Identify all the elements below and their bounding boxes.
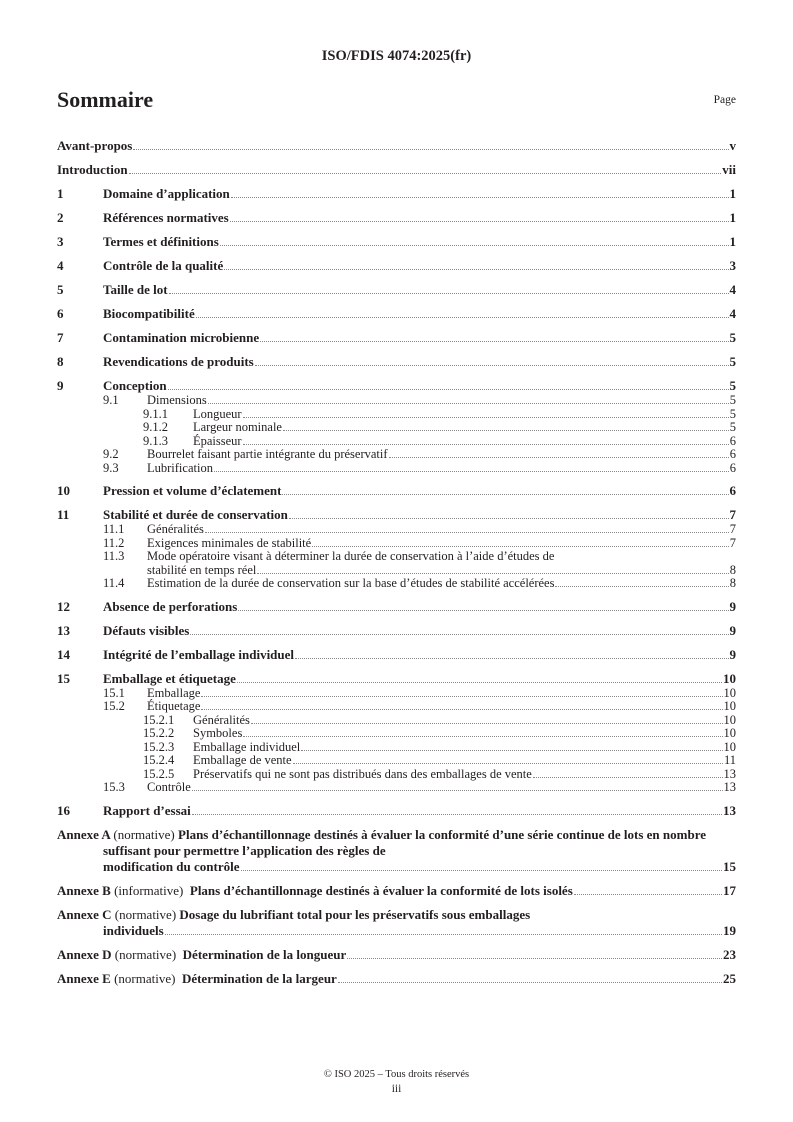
- toc-entry-page: 11: [723, 753, 736, 767]
- toc-entry-annex-a[interactable]: [57, 827, 736, 875]
- toc-entry-number: 11.3: [103, 549, 125, 563]
- page-footer: [0, 1067, 793, 1097]
- dot-leader: [192, 789, 723, 791]
- toc-entry-text: Dimensions: [147, 393, 207, 407]
- toc-entry-text: Généralités: [147, 522, 204, 536]
- toc-entry-number: 8: [57, 354, 64, 369]
- dot-leader: [255, 364, 729, 366]
- toc-entry-text: Domaine d’application: [103, 186, 230, 201]
- toc-entry-number: 3: [57, 234, 64, 249]
- table-of-contents: [57, 130, 736, 987]
- dot-leader: [243, 735, 722, 737]
- dot-leader: [230, 220, 729, 222]
- toc-entry-page: 9: [729, 646, 736, 662]
- toc-entry-page: 5: [729, 420, 736, 434]
- toc-entry-page: 7: [729, 535, 736, 550]
- toc-entry-introduction[interactable]: [57, 162, 736, 178]
- toc-entry-text: Symboles: [193, 726, 243, 740]
- toc-entry-section-11[interactable]: [57, 507, 736, 523]
- toc-entry-text: Termes et définitions: [103, 234, 219, 249]
- dot-leader: [190, 633, 728, 635]
- toc-entry-page: 10: [723, 670, 736, 686]
- toc-entry-text: Largeur nominale: [193, 420, 282, 434]
- dot-leader: [312, 545, 729, 547]
- toc-entry-section-11-1[interactable]: [57, 523, 736, 537]
- toc-entry-text: Absence de perforations: [103, 598, 238, 614]
- toc-entry-number: 15: [57, 670, 70, 686]
- toc-entry-page: 5: [729, 330, 736, 345]
- dot-leader: [301, 749, 722, 751]
- toc-entry-text-line-1: Mode opératoire visant à déterminer la durée de conservation à l’aide d’études de: [147, 549, 555, 563]
- dot-leader: [574, 893, 722, 895]
- toc-entry-page: 1: [729, 210, 736, 225]
- dot-leader: [205, 531, 729, 533]
- toc-entry-section-9-2[interactable]: [57, 448, 736, 462]
- toc-entry-section-15-2-1[interactable]: [57, 714, 736, 728]
- dot-leader: [260, 340, 728, 342]
- dot-leader: [347, 957, 722, 959]
- toc-entry-number: 15.1: [103, 685, 125, 700]
- toc-entry-number: 13: [57, 622, 70, 638]
- toc-entry-page: 10: [723, 712, 736, 727]
- toc-entry-text: Lubrification: [147, 460, 213, 475]
- toc-entry-text: Contamination microbienne: [103, 330, 260, 345]
- annex-title: Plans d’échantillonnage destinés à évaluer la conformité de lots isolés: [189, 882, 573, 898]
- dot-leader: [251, 722, 723, 724]
- toc-entry-page: 1: [729, 234, 736, 249]
- dot-leader: [295, 657, 728, 659]
- toc-entry-number: 7: [57, 330, 64, 345]
- toc-entry-section-9-1-3[interactable]: [57, 435, 736, 449]
- toc-entry-page: 5: [729, 393, 736, 407]
- toc-entry-number: 15.2.5: [143, 766, 175, 781]
- dot-leader: [243, 443, 729, 445]
- toc-entry-number: 15.2.1: [143, 712, 175, 727]
- toc-entry-text: Emballage et étiquetage: [103, 670, 236, 686]
- toc-entry-section-15-2-3[interactable]: [57, 741, 736, 755]
- toc-entry-text: Emballage: [147, 685, 201, 700]
- toc-entry-avant-propos[interactable]: [57, 138, 736, 154]
- toc-entry-page: 10: [723, 726, 736, 740]
- copyright-notice: © ISO 2025 – Tous droits réservés: [323, 1069, 470, 1080]
- toc-entry-text: Conception: [103, 378, 167, 393]
- dot-leader: [224, 268, 728, 270]
- toc-entry-section-15-2-4[interactable]: [57, 754, 736, 768]
- toc-entry-number: 12: [57, 598, 70, 614]
- toc-entry-number: 9.1.3: [143, 433, 168, 448]
- dot-leader: [293, 762, 723, 764]
- toc-entry-number: 16: [57, 802, 70, 818]
- toc-entry-section-8[interactable]: [57, 354, 736, 370]
- dot-leader: [196, 316, 729, 318]
- toc-entry-page: 6: [729, 460, 736, 475]
- toc-entry-page: 23: [723, 946, 736, 962]
- toc-entry-page: 3: [729, 258, 736, 273]
- toc-entry-text: Épaisseur: [193, 433, 242, 448]
- toc-entry-page: 7: [729, 522, 736, 536]
- toc-entry-text: Généralités: [193, 712, 250, 727]
- toc-entry-page: 10: [723, 739, 736, 754]
- toc-entry-section-11-4[interactable]: [57, 577, 736, 591]
- toc-entry-text: Bourrelet faisant partie intégrante du préservatif: [147, 447, 388, 461]
- dot-leader: [192, 813, 722, 815]
- annex-label: Annexe C: [57, 906, 112, 922]
- dot-leader: [169, 292, 729, 294]
- title-row: [57, 87, 736, 115]
- dot-leader: [168, 388, 729, 390]
- toc-entry-text: Revendications de produits: [103, 354, 254, 369]
- toc-entry-number: 2: [57, 210, 64, 225]
- toc-entry-number: 9.3: [103, 460, 119, 475]
- toc-entry-number: 9.1.1: [143, 406, 168, 421]
- toc-entry-page: 25: [723, 970, 736, 986]
- toc-entry-text: Rapport d’essai: [103, 802, 191, 818]
- toc-entry-section-11-3[interactable]: [57, 550, 736, 577]
- toc-entry-text: Estimation de la durée de conservation sur la base d’études de stabilité accélérées: [147, 576, 555, 590]
- toc-entry-page: 4: [729, 306, 736, 321]
- toc-entry-number: 15.2.2: [143, 726, 175, 740]
- toc-entry-page: 15: [723, 858, 736, 874]
- toc-entry-number: 9: [57, 378, 64, 393]
- toc-entry-text: Défauts visibles: [103, 622, 190, 638]
- toc-entry-page: 13: [723, 780, 736, 794]
- toc-entry-page: 10: [723, 685, 736, 700]
- toc-entry-page: 9: [729, 622, 736, 638]
- dot-leader: [133, 148, 728, 150]
- toc-entry-number: 9.2: [103, 447, 119, 461]
- dot-leader: [237, 681, 722, 683]
- toc-entry-section-1[interactable]: [57, 186, 736, 202]
- toc-entry-page: 6: [729, 447, 736, 461]
- page-column-label: Page: [713, 94, 736, 106]
- toc-entry-section-11-2[interactable]: [57, 537, 736, 551]
- toc-entry-annex-b[interactable]: [57, 883, 736, 899]
- dot-leader: [231, 196, 729, 198]
- toc-entry-text: Emballage de vente: [193, 753, 292, 767]
- toc-entry-number: 6: [57, 306, 64, 321]
- toc-entry-section-14[interactable]: [57, 647, 736, 663]
- dot-leader: [238, 609, 728, 611]
- dot-leader: [338, 981, 722, 983]
- dot-leader: [129, 172, 722, 174]
- toc-entry-page: 6: [729, 483, 736, 498]
- toc-entry-text: Exigences minimales de stabilité: [147, 535, 312, 550]
- toc-entry-page: 1: [729, 186, 736, 201]
- toc-entry-page: 10: [723, 699, 736, 713]
- toc-entry-number: 10: [57, 483, 70, 498]
- toc-entry-number: 1: [57, 186, 64, 201]
- toc-entry-page: 8: [729, 576, 736, 590]
- toc-entry-text-line-2: stabilité en temps réel: [147, 562, 257, 577]
- toc-entry-section-3[interactable]: [57, 234, 736, 250]
- toc-entry-page: 5: [729, 378, 736, 393]
- dot-leader: [289, 517, 729, 519]
- toc-entry-annex-e[interactable]: [57, 971, 736, 987]
- toc-entry-section-10[interactable]: [57, 483, 736, 499]
- toc-entry-number: 11.2: [103, 535, 125, 550]
- toc-entry-page: 7: [729, 507, 736, 522]
- toc-entry-page: 5: [729, 354, 736, 369]
- toc-entry-text: Longueur: [193, 406, 242, 421]
- dot-leader: [283, 429, 729, 431]
- toc-entry-number: 11: [57, 507, 70, 522]
- toc-entry-page: 4: [729, 282, 736, 297]
- annex-kind: (normative): [114, 906, 177, 922]
- toc-entry-section-9-1[interactable]: [57, 394, 736, 408]
- dot-leader: [214, 470, 729, 472]
- annex-title: Détermination de la longueur: [182, 946, 347, 962]
- annex-kind: (informative): [114, 882, 184, 898]
- toc-entry-number: 11.4: [103, 576, 125, 590]
- toc-entry-page: 17: [723, 882, 736, 898]
- annex-label: Annexe B: [57, 882, 111, 898]
- toc-entry-page: 9: [729, 598, 736, 614]
- dot-leader: [220, 244, 729, 246]
- annex-title-lines: Plans d’échantillonnage destinés à évaluer la conformité d’une série continue de lots en nombre suffisant pour permettre l’application des règles de: [103, 826, 707, 858]
- toc-entry-text: Pression et volume d’éclatement: [103, 483, 282, 498]
- toc-entry-number: 15.3: [103, 780, 125, 794]
- dot-leader: [241, 869, 723, 871]
- dot-leader: [389, 456, 729, 458]
- toc-entry-text: Biocompatibilité: [103, 306, 195, 321]
- toc-entry-number: 15.2.3: [143, 739, 175, 754]
- toc-entry-text: Introduction: [57, 162, 128, 177]
- page-number: iii: [391, 1083, 402, 1095]
- toc-entry-section-9-1-2[interactable]: [57, 421, 736, 435]
- annex-kind: (normative): [113, 826, 175, 842]
- dot-leader: [201, 695, 722, 697]
- toc-entry-number: 15.2.4: [143, 753, 175, 767]
- toc-entry-text: Stabilité et durée de conservation: [103, 507, 288, 522]
- toc-entry-annex-d[interactable]: [57, 947, 736, 963]
- toc-entry-section-4[interactable]: [57, 258, 736, 274]
- page-title: Sommaire: [57, 87, 154, 112]
- toc-entry-text: Étiquetage: [147, 699, 201, 713]
- toc-entry-number: 4: [57, 258, 64, 273]
- toc-entry-number: 5: [57, 282, 64, 297]
- toc-entry-text: Références normatives: [103, 210, 229, 225]
- toc-entry-section-7[interactable]: [57, 330, 736, 346]
- annex-kind: (normative): [114, 970, 176, 986]
- toc-entry-page: 13: [723, 802, 736, 818]
- toc-entry-number: 9.1: [103, 393, 119, 407]
- dot-leader: [282, 493, 728, 495]
- toc-entry-section-2[interactable]: [57, 210, 736, 226]
- toc-entry-text: Préservatifs qui ne sont pas distribués dans des emballages de vente: [193, 766, 532, 781]
- toc-entry-text: Avant-propos: [57, 138, 133, 153]
- annex-title-last-line: modification du contrôle: [103, 858, 240, 874]
- annex-label: Annexe E: [57, 970, 111, 986]
- toc-entry-number: 15.2: [103, 699, 125, 713]
- dot-leader: [243, 416, 729, 418]
- toc-entry-page: 8: [729, 562, 736, 577]
- toc-entry-number: 14: [57, 646, 70, 662]
- document-id-header: ISO/FDIS 4074:2025(fr): [321, 48, 472, 64]
- toc-entry-page: 6: [729, 433, 736, 448]
- dot-leader: [208, 402, 729, 404]
- dot-leader: [555, 585, 728, 587]
- toc-entry-page: vii: [722, 162, 736, 177]
- toc-entry-text: Contrôle de la qualité: [103, 258, 224, 273]
- toc-entry-text: Emballage individuel: [193, 739, 301, 754]
- annex-label: Annexe A: [57, 826, 111, 842]
- annex-title-lines: Dosage du lubrifiant total pour les préservatifs sous emballages: [179, 906, 531, 922]
- dot-leader: [165, 933, 722, 935]
- toc-entry-section-15-2-5[interactable]: [57, 768, 736, 782]
- toc-entry-annex-c[interactable]: [57, 907, 736, 939]
- toc-entry-section-15-2[interactable]: [57, 700, 736, 714]
- annex-kind: (normative): [114, 946, 177, 962]
- annex-label: Annexe D: [57, 946, 112, 962]
- toc-entry-page: 5: [729, 406, 736, 421]
- toc-entry-section-9-1-1[interactable]: [57, 408, 736, 422]
- toc-entry-section-12[interactable]: [57, 599, 736, 615]
- toc-entry-page: 19: [723, 922, 736, 938]
- toc-entry-section-9[interactable]: [57, 378, 736, 394]
- dot-leader: [533, 776, 723, 778]
- toc-entry-section-6[interactable]: [57, 306, 736, 322]
- dot-leader: [257, 572, 728, 574]
- toc-entry-section-15[interactable]: [57, 671, 736, 687]
- annex-title-last-line: individuels: [103, 922, 164, 938]
- toc-entry-page: v: [729, 138, 736, 153]
- toc-entry-section-13[interactable]: [57, 623, 736, 639]
- toc-entry-text: Taille de lot: [103, 282, 168, 297]
- annex-title: Détermination de la largeur: [181, 970, 337, 986]
- toc-entry-section-15-2-2[interactable]: [57, 727, 736, 741]
- toc-entry-section-9-3[interactable]: [57, 462, 736, 476]
- toc-entry-text: Intégrité de l’emballage individuel: [103, 646, 295, 662]
- toc-entry-number: 11.1: [103, 522, 125, 536]
- dot-leader: [201, 708, 722, 710]
- toc-entry-text: Contrôle: [147, 780, 191, 794]
- toc-entry-section-5[interactable]: [57, 282, 736, 298]
- toc-entry-number: 9.1.2: [143, 420, 168, 434]
- toc-entry-section-16[interactable]: [57, 803, 736, 819]
- toc-entry-page: 13: [723, 766, 736, 781]
- toc-entry-section-15-1[interactable]: [57, 687, 736, 701]
- toc-entry-section-15-3[interactable]: [57, 781, 736, 795]
